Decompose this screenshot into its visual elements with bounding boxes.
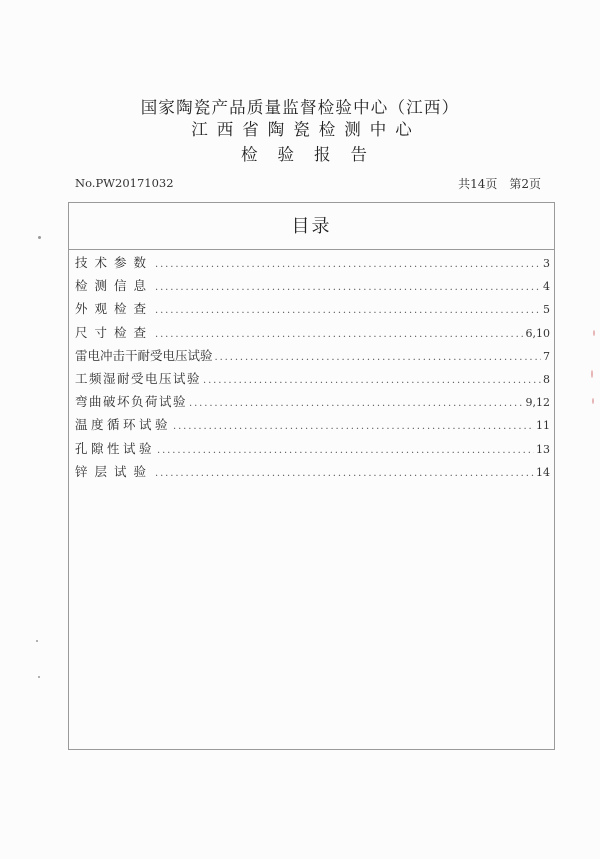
page-info [458,175,541,192]
toc-item-page: 7 [543,349,550,363]
toc-item-page: 11 [536,419,550,433]
toc-item-page: 5 [543,303,550,317]
report-number: No.PW20171032 [75,176,174,190]
toc-item-label: 技术参数 [75,255,154,270]
toc-title: 目录 [69,203,554,250]
toc-item-label: 外观检查 [75,301,154,317]
toc-item-label: 孔隙性试验 [75,440,156,456]
toc-item[interactable] [75,415,550,438]
toc-item-page: 13 [536,442,550,456]
current-page: 第2页 [509,177,541,191]
scan-speck [38,676,40,678]
toc-leader-dots [155,305,541,316]
toc-item-label: 雷电冲击干耐受电压试验 [75,347,213,363]
toc-item[interactable] [75,276,550,299]
scan-speck [591,370,593,378]
toc-item[interactable] [75,439,550,462]
toc-leader-dots [189,398,523,409]
toc-leader-dots [155,329,523,340]
toc-item[interactable] [75,323,550,346]
toc-item-label: 锌层试验 [75,463,154,479]
report-title: 检验报告 [241,145,387,164]
scan-speck [592,398,594,404]
toc-item-label: 弯曲破坏负荷试验 [75,394,188,410]
toc-leader-dots [155,468,534,479]
scan-speck [38,236,41,239]
toc-item[interactable] [75,369,550,392]
toc-leader-dots [155,282,541,293]
toc-item-page: 6,10 [525,326,550,340]
toc-leader-dots [215,352,541,363]
toc-item[interactable] [75,253,550,276]
toc-item-label: 尺寸检查 [75,324,154,340]
toc-item-page: 14 [536,465,550,479]
toc-leader-dots [157,445,534,456]
toc-item[interactable] [75,462,550,485]
toc-leader-dots [203,375,541,386]
institution-name: 国家陶瓷产品质量监督检验中心（江西） [140,98,460,117]
toc-item[interactable] [75,299,550,322]
toc-item[interactable] [75,392,550,415]
toc-item-label: 工频湿耐受电压试验 [75,370,202,386]
scan-speck [36,640,38,642]
toc-item-label: 检测信息 [75,278,154,294]
toc-frame [68,202,555,750]
toc-item-page: 9,12 [525,396,550,410]
toc-item-label: 温度循环试验 [75,417,172,433]
toc-item-page: 3 [543,257,550,270]
toc-leader-dots [173,421,534,432]
toc-item[interactable] [75,346,550,369]
toc-list [75,253,550,485]
toc-leader-dots [155,259,541,270]
total-pages: 共14页 [458,177,498,191]
scan-speck [593,330,595,336]
toc-item-page: 4 [543,280,550,294]
testing-center-name: 江西省陶瓷检测中心 [191,120,421,139]
toc-item-page: 8 [543,372,550,386]
